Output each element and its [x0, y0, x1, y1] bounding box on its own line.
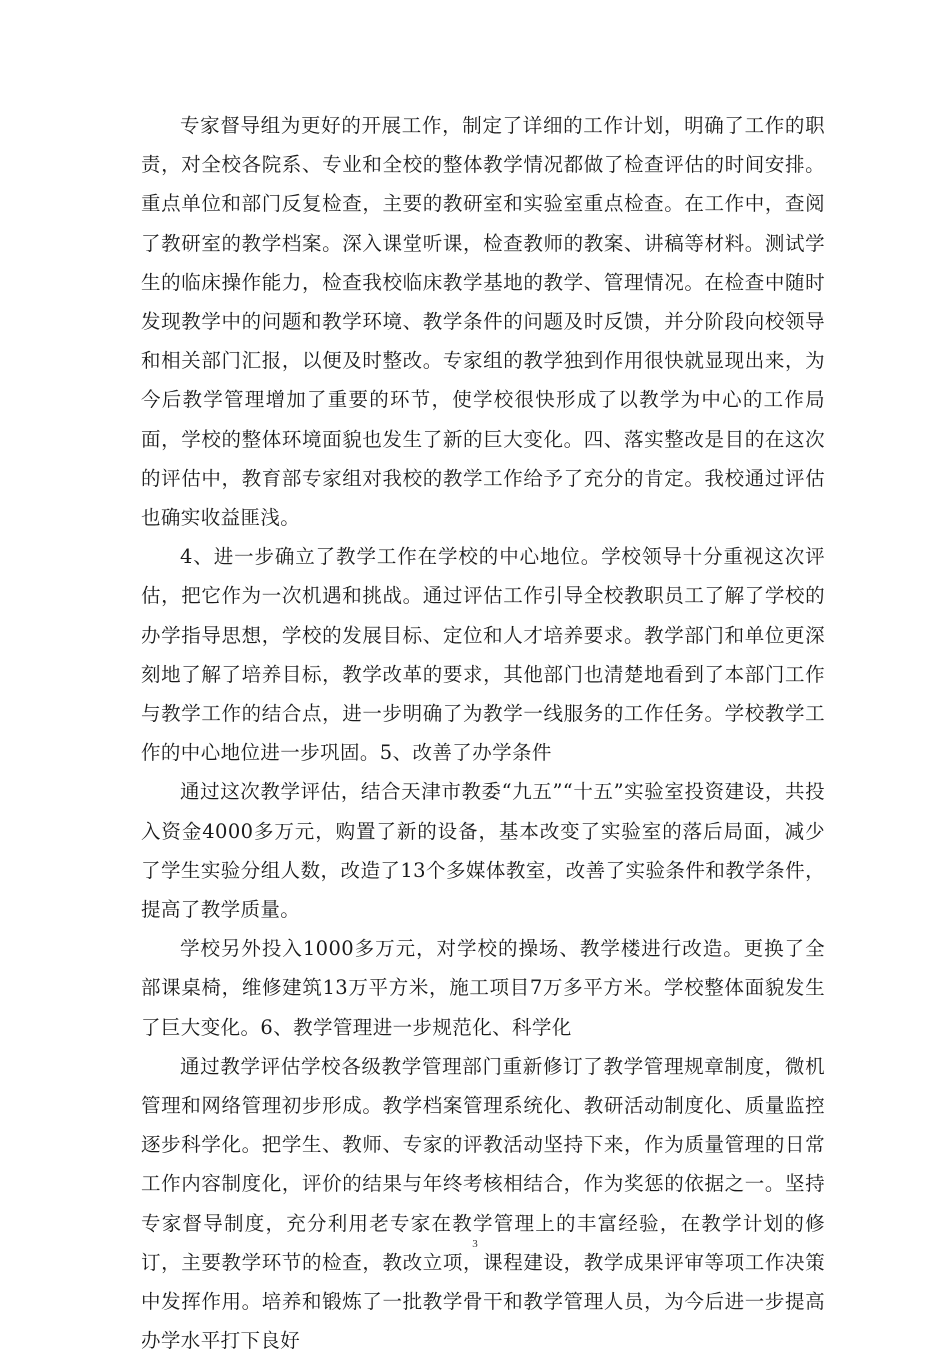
paragraph-campus-renovation: 学校另外投入1000多万元，对学校的操场、教学楼进行改造。更换了全部课桌椅，维修建筑13万平方米，施工项目7万多平方米。学校整体面貌发生了巨大变化。6、教学管理进一步规范化、科学化	[141, 937, 825, 1039]
paragraph-management-standardization: 通过教学评估学校各级教学管理部门重新修订了教学管理规章制度，微机管理和网络管理初步形成。教学档案管理系统化、教研活动制度化、质量监控逐步科学化。把学生、教师、专家的评教活动坚持下来，作为质量管理的日常工作内容制度化，评价的结果与年终考核相结合，作为奖惩的依据之一。坚持专家督导制度，充分利用老专家在教学管理上的丰富经验，在教学计划的修订，主要教学环节的检查，教改立项，课程建设，教学成果评审等项工作决策中发挥作用。培养和锻炼了一批教学骨干和教学管理人员，为今后进一步提高办学水平打下良好	[141, 1054, 825, 1353]
paragraph-expert-supervision: 专家督导组为更好的开展工作，制定了详细的工作计划，明确了工作的职责，对全校各院系、专业和全校的整体教学情况都做了检查评估的时间安排。重点单位和部门反复检查，主要的教研室和实验室重点检查。在工作中，查阅了教研室的教学档案。深入课堂听课，检查教师的教案、讲稿等材料。测试学生的临床操作能力，检查我校临床教学基地的教学、管理情况。在检查中随时发现教学中的问题和教学环境、教学条件的问题及时反馈，并分阶段向校领导和相关部门汇报，以便及时整改。专家组的教学独到作用很快就显现出来，为今后教学管理增加了重要的环节，使学校很快形成了以教学为中心的工作局面，学校的整体环境面貌也发生了新的巨大变化。四、落实整改是目的在这次的评估中，教育部专家组对我校的教学工作给予了充分的肯定。我校通过评估也确实收益匪浅。	[141, 114, 825, 530]
paragraph-investment-laboratories: 通过这次教学评估，结合天津市教委“九五”“十五”实验室投资建设，共投入资金4000多万元，购置了新的设备，基本改变了实验室的落后局面，减少了学生实验分组人数，改造了13个多媒体教室，改善了实验条件和教学条件，提高了教学质量。	[141, 780, 825, 922]
page-number: 3	[472, 1238, 478, 1250]
document-body	[141, 106, 825, 1361]
paragraph-teaching-central-position: 4、进一步确立了教学工作在学校的中心地位。学校领导十分重视这次评估，把它作为一次机遇和挑战。通过评估工作引导全校教职员工了解了学校的办学指导思想，学校的发展目标、定位和人才培养要求。教学部门和单位更深刻地了解了培养目标，教学改革的要求，其他部门也清楚地看到了本部门工作与教学工作的结合点，进一步明确了为教学一线服务的工作任务。学校教学工作的中心地位进一步巩固。5、改善了办学条件	[141, 545, 825, 765]
